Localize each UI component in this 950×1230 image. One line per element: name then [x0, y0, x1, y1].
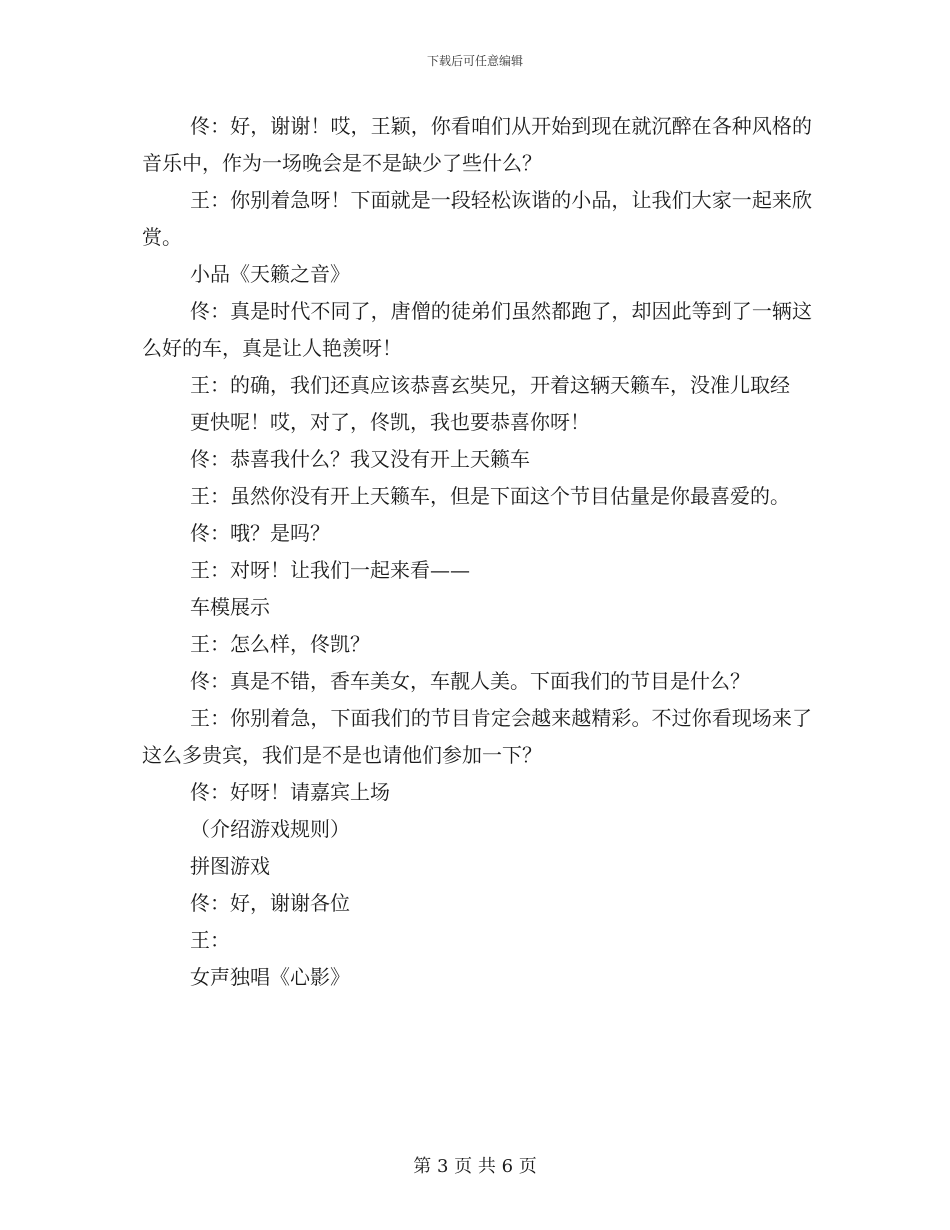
paragraph: 车模展示: [190, 595, 270, 619]
paragraph: 佟：真是不错，香车美女，车靓人美。下面我们的节目是什么？: [190, 669, 750, 693]
paragraph: 王：的确，我们还真应该恭喜玄奘兄，开着这辆天籁车，没准儿取经: [190, 373, 790, 397]
page-number: 第 3 页 共 6 页: [413, 1156, 537, 1177]
paragraph: 佟：真是时代不同了，唐僧的徒弟们虽然都跑了，却因此等到了一辆这么好的车，真是让人艳羡呀！: [142, 299, 812, 360]
paragraph: 佟：好，谢谢！哎，王颖，你看咱们从开始到现在就沉醉在各种风格的音乐中，作为一场晚会是不是缺少了些什么？: [142, 114, 812, 175]
paragraph: 佟：好，谢谢各位: [190, 891, 350, 915]
paragraph: 佟：恭喜我什么？我又没有开上天籁车: [190, 447, 530, 471]
paragraph: 拼图游戏: [190, 854, 270, 878]
paragraph: 王：对呀！让我们一起来看——: [190, 558, 470, 582]
page-header-note: 下载后可任意编辑: [426, 54, 523, 68]
paragraph: 王：你别着急呀！下面就是一段轻松诙谐的小品，让我们大家一起来欣赏。: [142, 188, 812, 249]
paragraph: 佟：好呀！请嘉宾上场: [190, 780, 390, 804]
paragraph: 女声独唱《心影》: [190, 965, 350, 989]
paragraph: 佟：哦？是吗？: [190, 521, 330, 545]
paragraph: 更快呢！哎，对了，佟凯，我也要恭喜你呀！: [190, 410, 590, 434]
paragraph: 王：你别着急，下面我们的节目肯定会越来越精彩。不过你看现场来了这么多贵宾，我们是不是也请他们参加一下？: [142, 706, 812, 767]
document-body: [142, 108, 812, 996]
paragraph: 小品《天籁之音》: [190, 262, 350, 286]
paragraph: 王：: [190, 928, 230, 952]
paragraph: （介绍游戏规则）: [190, 817, 350, 841]
paragraph: 王：怎么样，佟凯？: [190, 632, 370, 656]
paragraph: 王：虽然你没有开上天籁车，但是下面这个节目估量是你最喜爱的。: [190, 484, 790, 508]
